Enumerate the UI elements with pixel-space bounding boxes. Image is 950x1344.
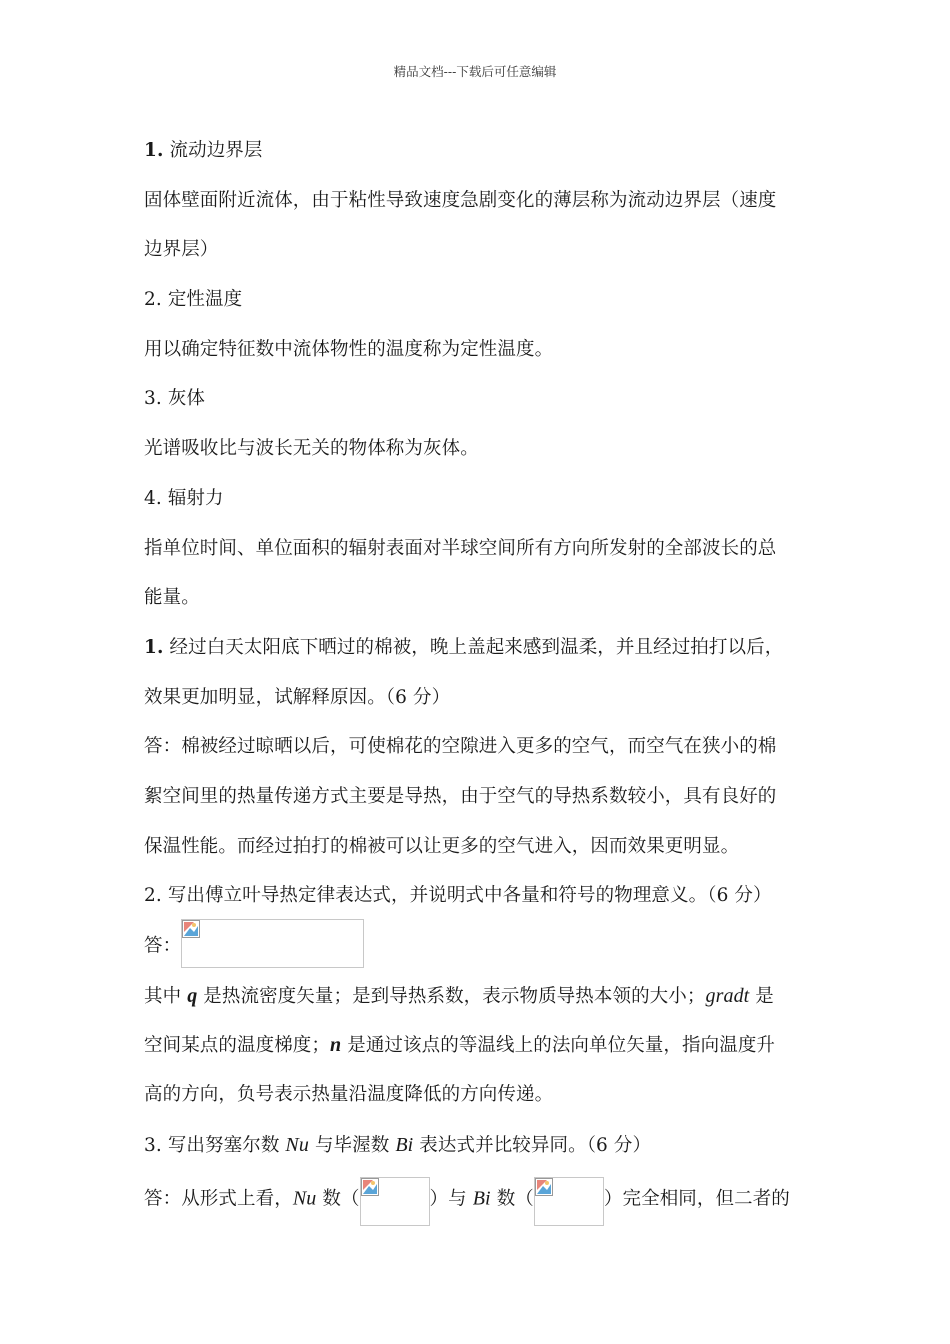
term-heading-1: 1. 流动边界层	[144, 140, 263, 161]
answer-3: 答：从形式上看，Nu 数（ ）与 Bi 数（ ）完全相同，但二者的	[144, 1173, 809, 1223]
term-heading-2: 2. 定性温度	[144, 289, 243, 311]
term-heading-3: 3. 灰体	[144, 388, 206, 410]
broken-image-icon	[361, 1178, 379, 1196]
term-definition-4-cont: 能量。	[144, 587, 200, 609]
answer-1-cont: 絮空间里的热量传递方式主要是导热，由于空气的导热系数较小，具有良好的	[144, 785, 777, 807]
answer-1: 答：棉被经过晾晒以后，可使棉花的空隙进入更多的空气，而空气在狭小的棉	[144, 736, 777, 758]
question-2: 2. 写出傅立叶导热定律表达式，并说明式中各量和符号的物理意义。（6 分）	[144, 885, 772, 907]
question-1-cont: 效果更加明显，试解释原因。（6 分）	[144, 686, 451, 708]
term-definition-1-cont: 边界层）	[144, 239, 219, 261]
answer-2-explain-cont: 空间某点的温度梯度；n 是通过该点的等温线上的法向单位矢量，指向温度升	[144, 1034, 776, 1057]
document-body	[144, 130, 809, 1223]
bi-formula-image-placeholder	[534, 1177, 604, 1226]
formula-image-placeholder	[181, 919, 364, 968]
term-definition-1: 固体壁面附近流体，由于粘性导致速度急剧变化的薄层称为流动边界层（速度	[144, 189, 777, 211]
nu-formula-image-placeholder	[360, 1177, 430, 1226]
answer-2-formula-line: 答：	[144, 925, 809, 975]
question-1: 1. 经过白天太阳底下晒过的棉被，晚上盖起来感到温柔，并且经过拍打以后，	[144, 636, 784, 658]
answer-2-explain-end: 高的方向，负号表示热量沿温度降低的方向传递。	[144, 1084, 554, 1106]
term-heading-4: 4. 辐射力	[144, 487, 224, 509]
answer-2-explain: 其中 q 是热流密度矢量；是到导热系数，表示物质导热本领的大小；gradt 是	[144, 984, 774, 1007]
page-header: 精品文档---下载后可任意编辑	[393, 64, 557, 79]
question-3: 3. 写出努塞尔数 Nu 与毕渥数 Bi 表达式并比较异同。（6 分）	[144, 1133, 652, 1156]
answer-1-end: 保温性能。而经过拍打的棉被可以让更多的空气进入，因而效果更明显。	[144, 835, 740, 857]
term-definition-4: 指单位时间、单位面积的辐射表面对半球空间所有方向所发射的全部波长的总	[144, 537, 777, 559]
term-definition-3: 光谱吸收比与波长无关的物体称为灰体。	[144, 438, 479, 460]
broken-image-icon	[182, 920, 200, 938]
term-definition-2: 用以确定特征数中流体物性的温度称为定性温度。	[144, 338, 554, 360]
broken-image-icon	[535, 1178, 553, 1196]
